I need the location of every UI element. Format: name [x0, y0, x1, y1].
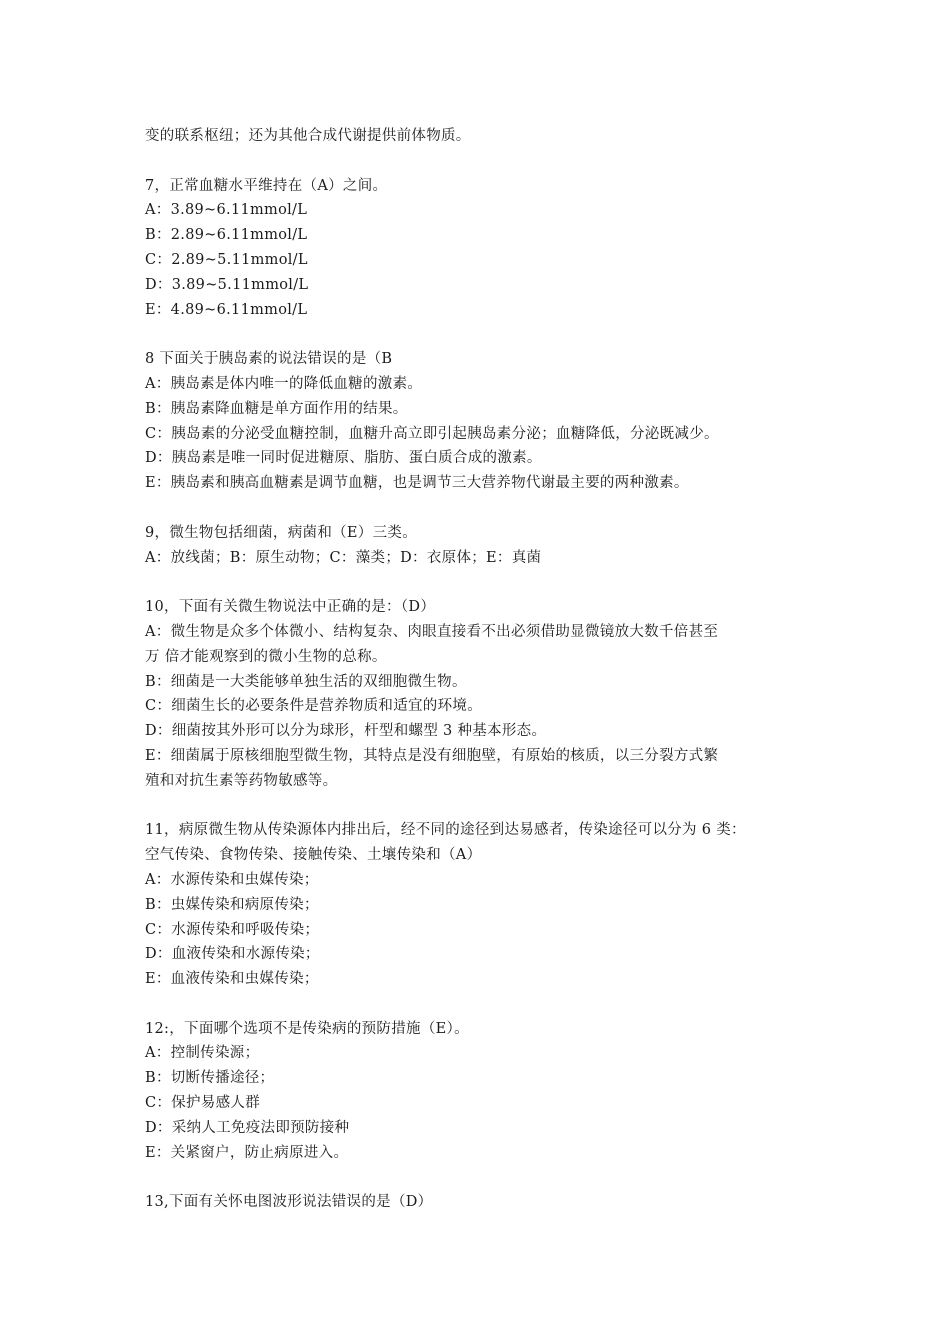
- paragraph-gap: [145, 1165, 825, 1190]
- paragraph-gap: [145, 570, 825, 595]
- question-10: 10，下面有关微生物说法中正确的是：（D）: [145, 599, 436, 616]
- option-d: D：采纳人工免疫法即预防接种: [145, 1119, 350, 1136]
- option-c: C：水源传染和呼吸传染；: [145, 921, 320, 938]
- option-e: E：关紧窗户，防止病原进入。: [145, 1144, 349, 1161]
- option-e: E：胰岛素和胰高血糖素是调节血糖，也是调节三大营养物代谢最主要的两种激素。: [145, 475, 689, 492]
- options-inline: A：放线菌；B：原生动物；C：藻类；D：衣原体；E：真菌: [145, 549, 542, 566]
- paragraph-gap: [145, 794, 825, 819]
- question-8: 8 下面关于胰岛素的说法错误的是（B: [145, 351, 393, 368]
- paragraph-gap: [145, 149, 825, 174]
- option-b: B：细菌是一大类能够单独生活的双细胞微生物。: [145, 673, 467, 690]
- question-7: 7，正常血糖水平维持在（A）之间。: [145, 177, 388, 194]
- option-b: B：胰岛素降血糖是单方面作用的结果。: [145, 400, 408, 417]
- option-e-continued: 殖和对抗生素等药物敏感等。: [145, 772, 338, 789]
- option-b: B：2.89~6.11mmol/L: [145, 227, 308, 244]
- option-a: A：微生物是众多个体微小、结构复杂、肉眼直接看不出必须借助显微镜放大数千倍甚至: [145, 623, 719, 640]
- paragraph-gap: [145, 992, 825, 1017]
- question-13: 13,下面有关怀电图波形说法错误的是（D）: [145, 1194, 433, 1211]
- option-d: D：3.89~5.11mmol/L: [145, 276, 309, 293]
- paragraph-gap: [145, 496, 825, 521]
- question-11: 11，病原微生物从传染源体内排出后，经不同的途径到达易感者，传染途径可以分为 6 类：: [145, 822, 746, 839]
- option-d: D：胰岛素是唯一同时促进糖原、脂肪、蛋白质合成的激素。: [145, 450, 542, 467]
- option-e: E：血液传染和虫媒传染；: [145, 971, 319, 988]
- option-e: E：4.89~6.11mmol/L: [145, 301, 308, 318]
- option-b: B：虫媒传染和病原传染；: [145, 896, 319, 913]
- option-c: C：细菌生长的必要条件是营养物质和适宜的环境。: [145, 698, 482, 715]
- option-d: D：细菌按其外形可以分为球形，杆型和螺型 3 种基本形态。: [145, 723, 547, 740]
- option-e: E：细菌属于原核细胞型微生物，其特点是没有细胞壁，有原始的核质，以三分裂方式繁: [145, 747, 719, 764]
- question-11-continued: 空气传染、食物传染、接触传染、土壤传染和（A）: [145, 847, 482, 864]
- option-c: C：2.89~5.11mmol/L: [145, 251, 308, 268]
- option-a: A：胰岛素是体内唯一的降低血糖的激素。: [145, 375, 423, 392]
- option-c: C：保护易感人群: [145, 1095, 260, 1112]
- text-line: 变的联系枢纽；还为其他合成代谢提供前体物质。: [145, 128, 471, 144]
- paragraph-gap: [145, 322, 825, 347]
- option-a: A：水源传染和虫媒传染；: [145, 871, 319, 888]
- option-a-continued: 万 倍才能观察到的微小生物的总称。: [145, 648, 387, 665]
- option-b: B：切断传播途径；: [145, 1070, 275, 1087]
- question-9: 9，微生物包括细菌，病菌和（E）三类。: [145, 524, 418, 541]
- option-a: A：控制传染源；: [145, 1045, 260, 1062]
- document-body: [145, 124, 825, 1215]
- option-c: C：胰岛素的分泌受血糖控制，血糖升高立即引起胰岛素分泌；血糖降低，分泌既减少。: [145, 425, 719, 442]
- option-d: D：血液传染和水源传染；: [145, 946, 320, 963]
- option-a: A：3.89~6.11mmol/L: [145, 202, 308, 219]
- question-12: 12:，下面哪个选项不是传染病的预防措施（E）。: [145, 1020, 469, 1037]
